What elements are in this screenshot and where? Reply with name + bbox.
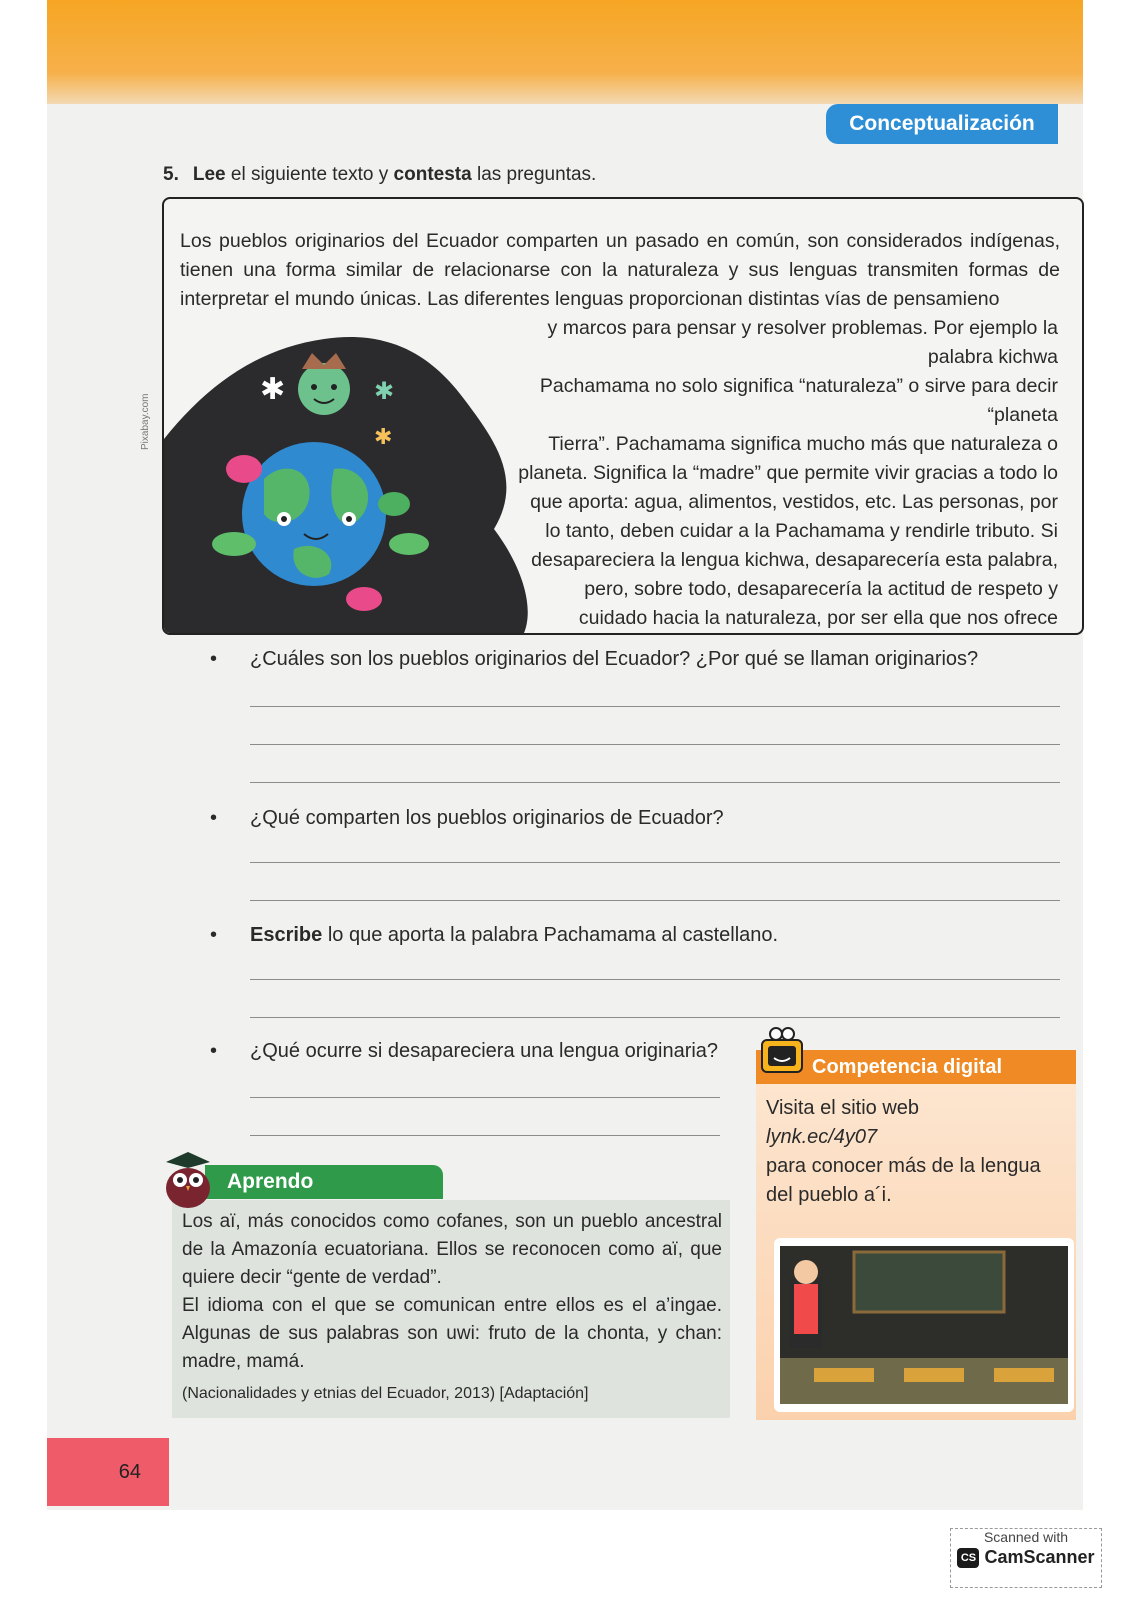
question-verb: Escribe [250,924,323,946]
question-2 [210,807,724,830]
flower-icon [346,587,382,611]
aprendo-paragraph-1: Los aï, más conocidos como cofanes, son un pueblo ancestral de la Amazonía ecuatoriana. Ellos se reconocen como aï, que quiere decir “gente de verdad”. [182,1211,722,1288]
digital-line-1: Visita el sitio web [766,1097,920,1119]
section-tag: Conceptualización [826,104,1058,144]
question-3 [210,924,778,947]
reading-line: cuidado hacia la naturaleza, por ser ella que nos ofrece [578,607,1058,629]
reading-line: que aporta: agua, alimentos, vestidos, etc. Las personas, por [530,491,1058,513]
question-text: ¿Qué comparten los pueblos originarios de Ecuador? [250,807,724,829]
question-text: lo que aporta la palabra Pachamama al castellano. [322,924,779,946]
video-thumbnail[interactable] [774,1238,1074,1412]
reading-line: desapareciera la lengua kichwa, desaparecería esta palabra, [531,549,1058,571]
question-text: ¿Cuáles son los pueblos originarios del Ecuador? ¿Por qué se llaman originarios? [250,648,979,670]
digital-competence-text [766,1094,1066,1210]
aprendo-paragraph-2: El idioma con el que se comunican entre ellos es el a’ingae. Algunas de sus palabras son uwi: fruto de la chonta, y chan: madre, mamá. [182,1295,722,1372]
image-credit: Pixabay.com [140,393,151,450]
answer-line[interactable] [250,1097,720,1098]
answer-line[interactable] [250,744,1060,745]
reading-box [162,197,1084,635]
answer-line[interactable] [250,900,1060,901]
reading-line: Tierra”. Pachamama significa mucho más que naturaleza o [548,433,1058,455]
flower-icon [226,455,262,483]
exercise-number: 5. [163,164,179,185]
answer-line[interactable] [250,782,1060,783]
reading-line: pero, sobre todo, desaparecería la actitud de respeto y [584,578,1058,600]
mother-face-icon [298,363,350,415]
reading-wrapped-text [484,314,1058,635]
answer-line[interactable] [250,1135,720,1136]
page-number: 64 [47,1438,169,1506]
star-icon: ✱ [374,377,395,405]
bullet: • [210,1040,218,1062]
aprendo-text [182,1208,722,1408]
camscanner-logo-icon: CS [957,1548,979,1568]
website-link[interactable]: lynk.ec/4y07 [766,1126,878,1148]
bullet: • [210,648,218,670]
reading-line: lo tanto, deben cuidar a la Pachamama y rendirle tributo. Si [545,520,1058,542]
exercise-verb-answer: contesta [393,164,472,185]
leaf-icon [389,533,429,555]
top-color-band [47,0,1083,104]
reading-line: y marcos para pensar y resolver problemas. Por ejemplo la palabra kichwa [547,317,1058,368]
reading-line: planeta. Significa la “madre” que permite vivir gracias a todo lo [518,462,1058,484]
leaf-icon [212,532,256,556]
bullet: • [210,807,218,829]
scanner-watermark [950,1528,1102,1588]
answer-line[interactable] [250,979,1060,980]
digital-competence-title: Competencia digital [756,1050,1076,1084]
aprendo-title: Aprendo [205,1165,443,1199]
star-icon: ✱ [374,425,393,450]
reading-intro: Los pueblos originarios del Ecuador comparten un pasado en común, son considerados indígenas, tienen una forma similar de relacionarse con la naturaleza y sus lenguas transmiten formas de interpretar el mundo únicas. Las diferentes lenguas proporcionan distintas vías de pensamieno [180,230,1060,310]
scanner-brand-name: CamScanner [984,1547,1095,1567]
aprendo-box [172,1200,730,1418]
exercise-verb-read: Lee [192,164,226,185]
exercise-mid: el siguiente texto y [225,164,394,185]
scanner-brand [951,1547,1101,1568]
scanner-caption: Scanned with [983,1529,1069,1545]
answer-line[interactable] [250,862,1060,863]
leaf-icon [378,492,410,516]
aprendo-source: (Nacionalidades y etnias del Ecuador, 2013) [Adaptación] [182,1385,589,1402]
owl-icon [160,1152,216,1210]
exercise-instruction [163,164,596,186]
answer-line[interactable] [250,1017,1060,1018]
chalkboard-icon [854,1252,1004,1312]
bullet: • [210,924,218,946]
question-4 [210,1040,718,1063]
reading-line [484,633,1058,635]
star-icon: ✱ [260,372,286,407]
exercise-end: las preguntas. [471,164,597,185]
digital-line-2: para conocer más de la lengua del pueblo a´i. [766,1155,1041,1206]
question-text: ¿Qué ocurre si desapareciera una lengua originaria? [250,1040,719,1062]
question-1 [210,648,978,671]
teacher-icon [794,1260,818,1284]
answer-line[interactable] [250,706,1060,707]
reading-line: Pachamama no solo significa “naturaleza” o sirve para decir “planeta [539,375,1058,426]
computer-mascot-icon [756,1026,816,1088]
